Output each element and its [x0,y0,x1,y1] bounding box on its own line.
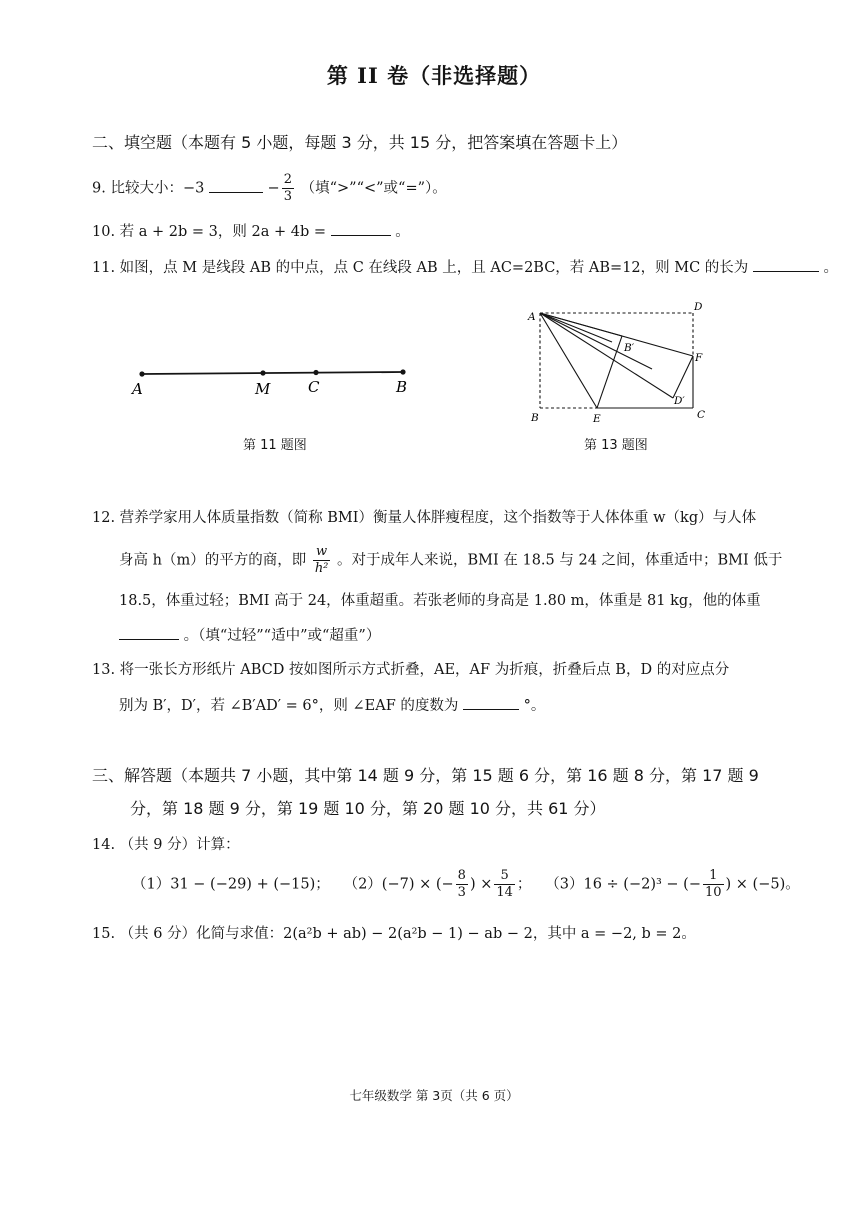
point-b [400,369,405,374]
figure-13-caption: 第 13 题图 [584,438,648,453]
question-10 [92,220,410,241]
q13-answer-blank[interactable] [463,695,519,710]
fig13-label-f: F [695,352,703,364]
point-a [139,371,144,376]
figure-13-diagram [522,296,722,431]
q14-number: 14. [92,837,116,853]
question-14-parts [132,868,800,901]
q14-part-3a: （3）16 ÷ (−2)³ − (− [545,876,701,893]
q11-text-b: 。 [823,260,839,276]
label-b: B [396,378,408,396]
question-14-intro [92,833,240,854]
point-m [260,370,265,375]
q11-number: 11. [92,260,116,276]
q9-number: 9. [92,180,106,197]
section-3-heading-line-1: 三、解答题（本题共 7 小题，其中第 14 题 9 分，第 15 题 6 分，第 16 题 8 分，第 17 题 9 [92,766,759,785]
label-m: M [255,380,271,398]
figure-11-diagram [120,355,420,405]
question-12-line-4 [119,624,380,645]
fig13-label-a: A [528,311,536,323]
q15-text: （共 6 分）化简与求值：2(a²b + ab) − 2(a²b − 1) − ab − 2，其中 a = −2, b = 2。 [119,926,696,942]
q12-bmi-fraction: $\frac{w}{\text{h²}}$ [314,544,329,576]
q15-number: 15. [92,926,116,942]
question-13-line-2 [119,694,545,715]
q10-text-b: 。 [395,224,410,240]
fig13-label-e: E [593,413,601,425]
section-3-heading-line-2: 分，第 18 题 9 分，第 19 题 10 分，第 20 题 10 分，共 61 分） [130,799,606,818]
q14-intro-text: （共 9 分）计算： [119,837,240,853]
q10-answer-blank[interactable] [331,221,391,236]
q13-number: 13. [92,662,116,678]
segment-ab [142,372,403,374]
q11-answer-blank[interactable] [753,257,819,272]
fig13-label-d: D [694,301,703,313]
question-12-line-2 [119,544,782,577]
label-a: A [132,380,143,398]
label-c: C [308,378,320,396]
q14-part-2-fraction-2: $\frac{5}{14}$ [496,868,513,900]
page-title: 第 II 卷（非选择题） [326,63,542,88]
q12-text-1: 营养学家用人体质量指数（简称 BMI）衡量人体胖瘦程度，这个指数等于人体体重 w（kg）与人体 [119,510,757,526]
question-11 [92,256,838,277]
q11-text-a: 如图，点 M 是线段 AB 的中点，点 C 在线段 AB 上，且 AC=2BC，若 AB=12，则 MC 的长为 [119,260,749,276]
fig13-label-c: C [697,409,706,421]
q14-part-1: （1）31 − (−29) + (−15)； [132,876,330,893]
q12-number: 12. [92,510,116,526]
q14-part-2a: （2）(−7) × (− [343,876,454,893]
q12-text-4: 。（填“过轻”“适中”或“超重”） [183,628,381,644]
q9-fraction: $\frac{2}{3}$ [283,172,292,204]
q13-text-2a: 别为 B′，D′，若 ∠B′AD′ = 6°，则 ∠EAF 的度数为 [119,698,459,714]
q14-part-3b: ) × (−5)。 [725,876,800,893]
q12-text-2b: 。对于成年人来说，BMI 在 18.5 与 24 之间，体重适中；BMI 低于 [337,552,783,569]
q14-part-2-fraction-1: $\frac{8}{3}$ [457,868,466,900]
q10-text-a: 若 a + 2b = 3，则 2a + 4b = [119,224,327,240]
section-2-heading: 二、填空题（本题有 5 小题，每题 3 分，共 15 分，把答案填在答题卡上） [92,133,628,152]
q14-part-2b: ) × [469,876,493,893]
fig13-label-b-prime: B′ [624,342,635,354]
q10-number: 10. [92,224,116,240]
fig13-label-b: B [531,412,539,424]
q9-text-b: （填“>”“<”或“=”）。 [300,180,447,197]
q12-answer-blank[interactable] [119,625,179,640]
question-15 [92,922,696,943]
q13-text-2b: °。 [523,698,546,714]
question-9: 9. 比较大小：−3 − $\frac{2}{3}$ （填“>”“<”或“=”）。 [92,172,447,204]
q9-text-a: 比较大小：−3 [110,180,205,197]
q9-answer-blank[interactable] [209,178,263,193]
fig13-label-d-prime: D′ [674,395,685,407]
question-13-line-1 [92,658,729,679]
q12-text-2a: 身高 h（m）的平方的商，即 [119,552,307,569]
point-c [313,370,318,375]
q14-part-2c: ； [516,876,532,893]
figure-11-caption: 第 11 题图 [243,438,307,453]
q14-part-3-fraction: $\frac{1}{10}$ [704,868,722,900]
page-footer: 七年级数学 第 3页（共 6 页） [349,1088,519,1103]
q13-text-1: 将一张长方形纸片 ABCD 按如图所示方式折叠，AE，AF 为折痕，折叠后点 B，D 的对应点分 [119,662,730,678]
question-12-line-3: 18.5，体重过轻；BMI 高于 24，体重超重。若张老师的身高是 1.80 m，体重是 81 kg，他的体重 [119,593,761,609]
question-12-line-1 [92,506,756,527]
